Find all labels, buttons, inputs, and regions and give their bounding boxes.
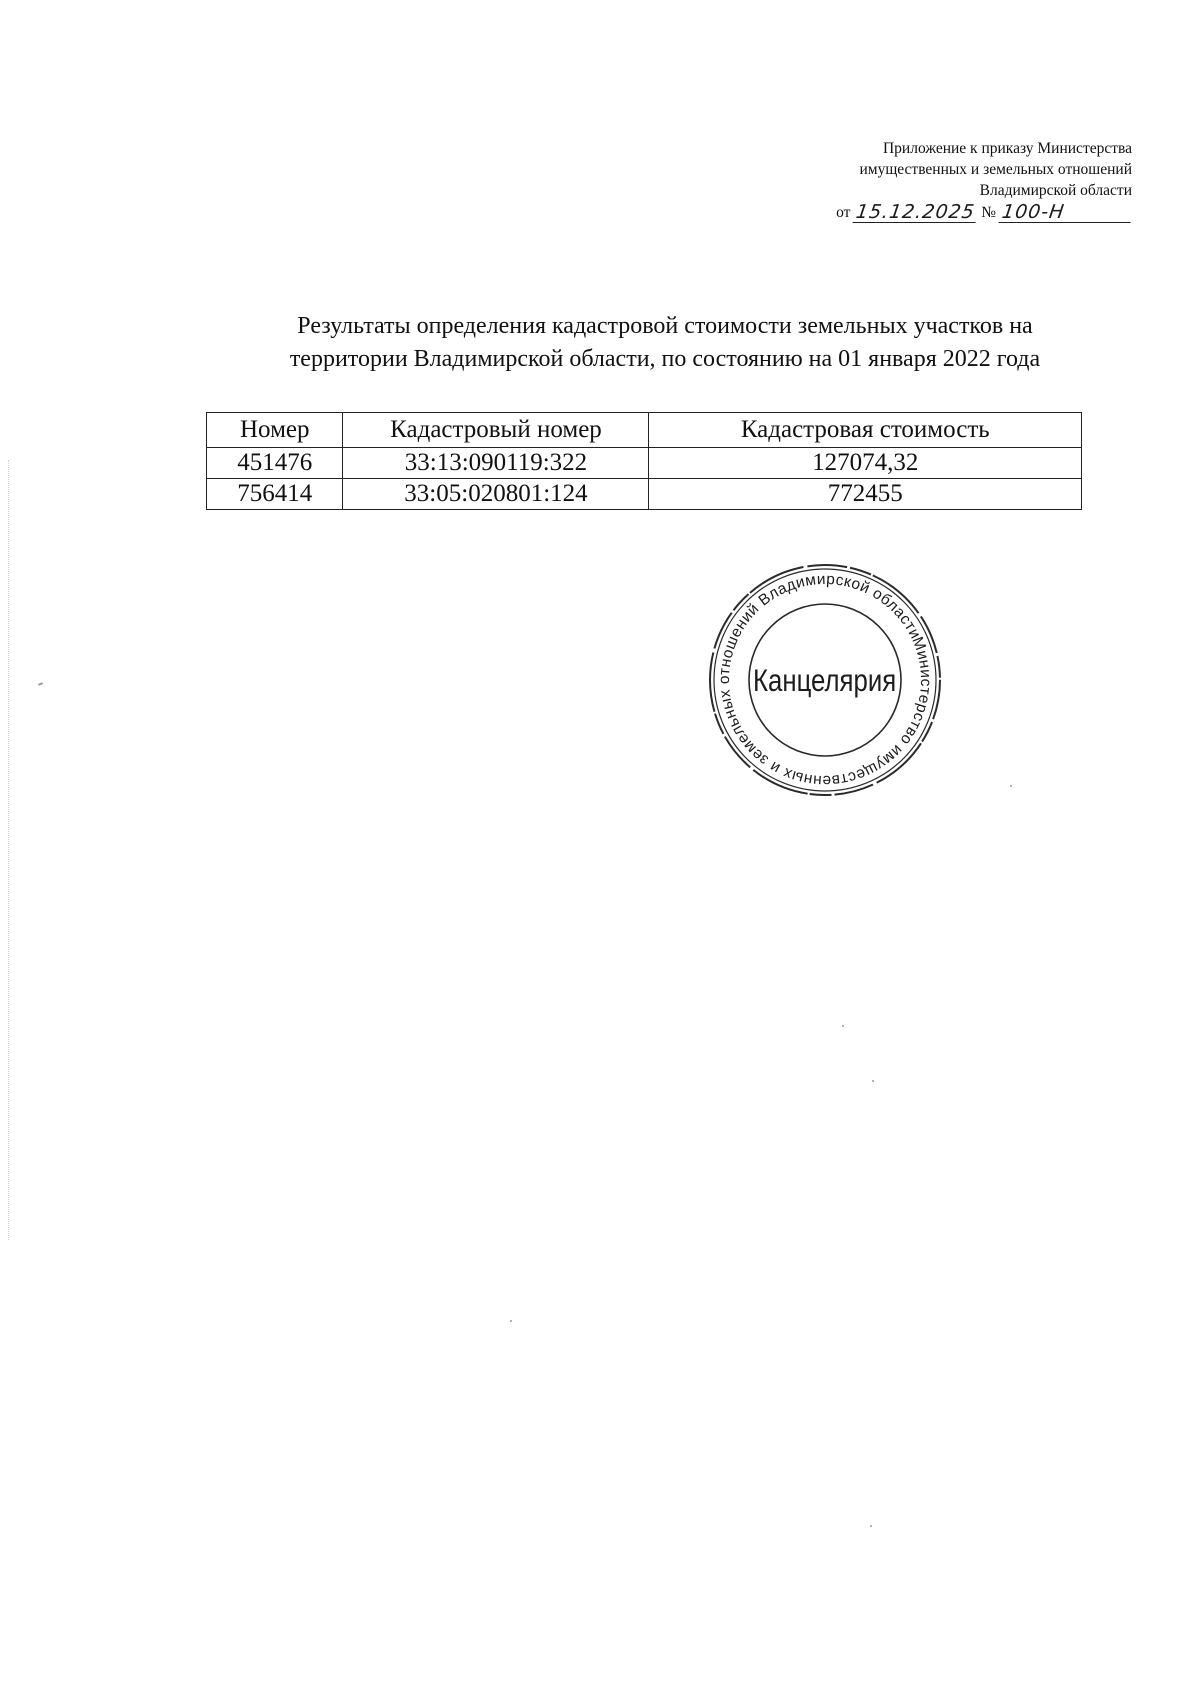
cell-cadastral-number: 33:05:020801:124 [343,479,649,510]
document-title [200,310,1130,376]
header-line-3: Владимирской области [979,182,1132,199]
cell-number: 451476 [207,448,343,479]
header-cadastral-number: Кадастровый номер [343,413,649,448]
header-cadastral-value: Кадастровая стоимость [649,413,1082,448]
stamp-center-text: Канцелярия [753,663,897,699]
handwritten-order-number: 100-Н [999,202,1134,223]
table-row [207,479,1082,510]
cell-cadastral-value: 127074,32 [649,448,1082,479]
scan-speck [872,1080,874,1082]
stamp-seal-icon [705,560,945,800]
date-prefix: от [836,204,851,221]
table-row [207,448,1082,479]
order-reference [836,202,1132,223]
header-line-1: Приложение к приказу Министерства [882,140,1132,157]
handwritten-date: 15.12.2025 [854,201,977,223]
stamp-ring-text: Министерство имущественных и земельных отношений Владимирской области [715,570,935,790]
title-line-2: территории Владимирской области, по состоянию на 01 января 2022 года [289,346,1041,372]
table-header-row [207,413,1082,448]
scan-speck [842,1025,844,1027]
cell-cadastral-number: 33:13:090119:322 [343,448,649,479]
scan-speck [870,1525,872,1527]
appendix-header [836,138,1132,223]
cell-cadastral-value: 772455 [649,479,1082,510]
scan-speck [510,1320,512,1322]
scan-speck [38,682,43,686]
header-number: Номер [207,413,343,448]
title-line-1: Результаты определения кадастровой стоимости земельных участков на [297,313,1033,339]
header-line-2: имущественных и земельных отношений [859,161,1132,178]
scan-edge-artifact [8,460,11,1240]
cadastral-value-table [206,412,1082,510]
office-stamp [705,560,945,800]
cell-number: 756414 [207,479,343,510]
scan-speck [1010,785,1012,787]
number-prefix: № [981,204,996,221]
